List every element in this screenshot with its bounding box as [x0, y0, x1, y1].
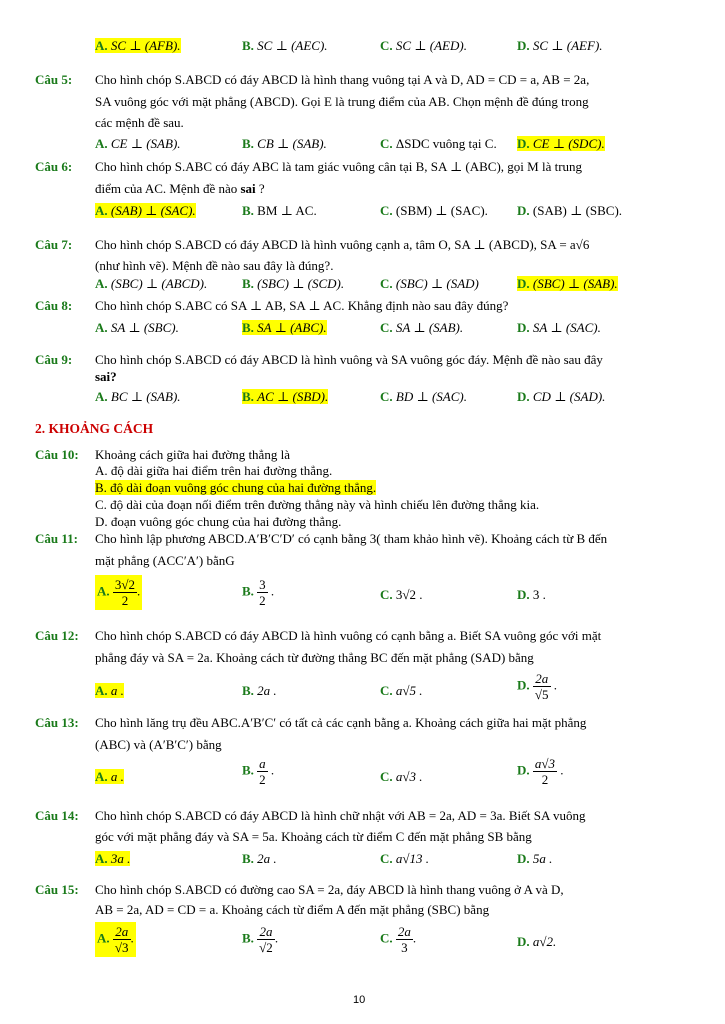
q15-text-line1: Cho hình chóp S.ABCD có đường cao SA = 2a, đáy ABCD là hình thang vuông ở A và D,	[95, 882, 564, 897]
q15-option-d: D. a√2.	[517, 934, 557, 949]
page-number: 10	[353, 994, 366, 1006]
q8-option-d: D. SA ⊥ (SAC).	[517, 320, 601, 335]
fraction: $\frac{3√2}{2}$	[114, 577, 136, 608]
q14-option-d: D. 5a .	[517, 851, 553, 866]
q7-option-d: D. (SBC) ⊥ (SAB).	[517, 276, 618, 291]
q8-number: Câu 8:	[35, 298, 73, 313]
q14-option-c: C. a√13 .	[380, 851, 430, 866]
q7-option-c: C. (SBC) ⊥ (SAD)	[380, 276, 479, 291]
q15-number: Câu 15:	[35, 882, 79, 897]
q11-option-b: B. $\frac{3}{2}$ .	[242, 577, 275, 608]
q9-option-a: A. BC ⊥ (SAB).	[95, 389, 181, 404]
q9-option-c: C. BD ⊥ (SAC).	[380, 389, 467, 404]
q14-option-a: A. 3a .	[95, 851, 131, 866]
q9-text-line1: Cho hình chóp S.ABCD có đáy ABCD là hình vuông và SA vuông góc đáy. Mệnh đề nào sau đây	[95, 352, 603, 367]
q10-option-c: C. độ dài của đoạn nối điểm trên đường thẳng này và hình chiếu lên đường thẳng kia.	[95, 497, 540, 512]
q6-number: Câu 6:	[35, 159, 73, 174]
q14-text-line2: góc với mặt phẳng đáy và SA = 5a. Khoảng cách từ điểm C đến mặt phẳng SB bằng	[95, 829, 532, 844]
q6-option-d: D. (SAB) ⊥ (SBC).	[517, 203, 623, 218]
q11-text-line2: mặt phẳng (ACC′A′) bằnG	[95, 553, 235, 568]
q7-option-a: A. (SBC) ⊥ (ABCD).	[95, 276, 208, 291]
q6-text-line1: Cho hình chóp S.ABC có đáy ABC là tam giác vuông cân tại B, SA ⊥ (ABC), gọi M là trung	[95, 159, 583, 174]
q11-number: Câu 11:	[35, 531, 78, 546]
q4-option-b: B. SC ⊥ (AEC).	[242, 38, 328, 53]
q5-option-b: B. CB ⊥ (SAB).	[242, 136, 327, 151]
q13-option-b: B. $\frac{a}{2}$ .	[242, 756, 275, 787]
q6-option-b: B. BM ⊥ AC.	[242, 203, 317, 218]
q10-number: Câu 10:	[35, 447, 79, 462]
q5-option-a: A. CE ⊥ (SAB).	[95, 136, 181, 151]
q12-number: Câu 12:	[35, 628, 79, 643]
q12-option-d: D. $\frac{2a}{√5}$ .	[517, 671, 558, 702]
fraction: $\frac{2a}{3}$	[397, 924, 411, 955]
q5-option-c: C. ΔSDC vuông tại C.	[380, 136, 497, 151]
q12-option-c: C. a√5 .	[380, 683, 423, 698]
q6-text-line2: điểm của AC. Mệnh đề nào sai ?	[95, 181, 265, 196]
fraction: $\frac{2a}{√3}$	[114, 924, 129, 955]
q15-option-c: C. $\frac{2a}{3}$ .	[380, 924, 417, 955]
q9-option-d: D. CD ⊥ (SAD).	[517, 389, 606, 404]
q5-number: Câu 5:	[35, 72, 73, 87]
q8-text-line1: Cho hình chóp S.ABC có SA ⊥ AB, SA ⊥ AC. Khẳng định nào sau đây đúng?	[95, 298, 509, 313]
fraction: $\frac{a√3}{2}$	[534, 756, 556, 787]
q11-option-a: A. $\frac{3√2}{2}$ .	[97, 577, 141, 608]
q12-option-a: A. a .	[95, 683, 124, 698]
fraction: $\frac{2a}{√5}$	[534, 671, 549, 702]
q5-text-line3: các mệnh đề sau.	[95, 115, 184, 130]
q7-text-line1: Cho hình chóp S.ABCD có đáy ABCD là hình vuông cạnh a, tâm O, SA ⊥ (ABCD), SA = a√6	[95, 237, 590, 252]
q12-text-line1: Cho hình chóp S.ABCD có đáy ABCD là hình vuông có cạnh bằng a. Biết SA vuông góc với mặt	[95, 628, 602, 643]
q14-number: Câu 14:	[35, 808, 79, 823]
q15-text-line2: AB = 2a, AD = CD = a. Khoảng cách từ điểm A đến mặt phẳng (SBC) bằng	[95, 902, 490, 917]
q12-option-b: B. 2a .	[242, 683, 277, 698]
q4-option-c: C. SC ⊥ (AED).	[380, 38, 467, 53]
q15-option-a: A. $\frac{2a}{√3}$ .	[97, 924, 134, 955]
q9-text-line2: sai?	[95, 369, 117, 384]
q11-option-c: C. 3√2 .	[380, 587, 423, 602]
q14-text-line1: Cho hình chóp S.ABCD có đáy ABCD là hình chữ nhật với AB = 2a, AD = 3a. Biết SA vuông	[95, 808, 586, 823]
q13-text-line2: (ABC) và (A′B′C′) bằng	[95, 737, 222, 752]
q9-option-b: B. AC ⊥ (SBD).	[242, 389, 329, 404]
q5-text-line2: SA vuông góc với mặt phẳng (ABCD). Gọi E là trung điểm của AB. Chọn mệnh đề đúng trong	[95, 94, 589, 109]
q7-text-line2: (như hình vẽ). Mệnh đề nào sau đây là đúng?.	[95, 258, 334, 273]
q12-text-line2: phẳng đáy và SA = 2a. Khoảng cách từ đường thẳng BC đến mặt phẳng (SAD) bằng	[95, 650, 534, 665]
q11-text-line1: Cho hình lập phương ABCD.A′B′C′D′ có cạnh bằng 3( tham khảo hình vẽ). Khoảng cách từ B đến	[95, 531, 608, 546]
q13-text-line1: Cho hình lăng trụ đều ABC.A′B′C′ có tất cả các cạnh bằng a. Khoảng cách giữa hai mặt phẳng	[95, 715, 587, 730]
q13-number: Câu 13:	[35, 715, 79, 730]
q6-option-c: C. (SBM) ⊥ (SAC).	[380, 203, 488, 218]
q7-option-b: B. (SBC) ⊥ (SCD).	[242, 276, 345, 291]
q10-option-b: B. độ dài đoạn vuông góc chung của hai đường thẳng.	[95, 480, 377, 495]
q4-option-d: D. SC ⊥ (AEF).	[517, 38, 603, 53]
q13-option-c: C. a√3 .	[380, 769, 423, 784]
q14-option-b: B. 2a .	[242, 851, 277, 866]
q10-option-d: D. đoạn vuông góc chung của hai đường thẳng.	[95, 514, 342, 529]
q10-option-a: A. độ dài giữa hai điểm trên hai đường thẳng.	[95, 463, 333, 478]
q5-text-line1: Cho hình chóp S.ABCD có đáy ABCD là hình thang vuông tại A và D, AD = CD = a, AB = 2a,	[95, 72, 590, 87]
q9-number: Câu 9:	[35, 352, 73, 367]
q5-option-d: D. CE ⊥ (SDC).	[517, 136, 605, 151]
q8-option-b: B. SA ⊥ (ABC).	[242, 320, 327, 335]
fraction: $\frac{a}{2}$	[259, 756, 266, 787]
q7-number: Câu 7:	[35, 237, 73, 252]
q4-option-a: A. SC ⊥ (AFB).	[95, 38, 181, 53]
section-heading: 2. KHOẢNG CÁCH	[35, 421, 154, 436]
q15-option-b: B. $\frac{2a}{√2}$ .	[242, 924, 279, 955]
q8-option-c: C. SA ⊥ (SAB).	[380, 320, 464, 335]
q8-option-a: A. SA ⊥ (SBC).	[95, 320, 179, 335]
q13-option-a: A. a .	[95, 769, 124, 784]
fraction: $\frac{2a}{√2}$	[259, 924, 273, 955]
q10-text-line1: Khoảng cách giữa hai đường thẳng là	[95, 447, 290, 462]
q13-option-d: D. $\frac{a√3}{2}$ .	[517, 756, 564, 787]
q11-option-d: D. 3 .	[517, 587, 546, 602]
q6-option-a: A. (SAB) ⊥ (SAC).	[95, 203, 196, 218]
fraction: $\frac{3}{2}$	[259, 577, 266, 608]
